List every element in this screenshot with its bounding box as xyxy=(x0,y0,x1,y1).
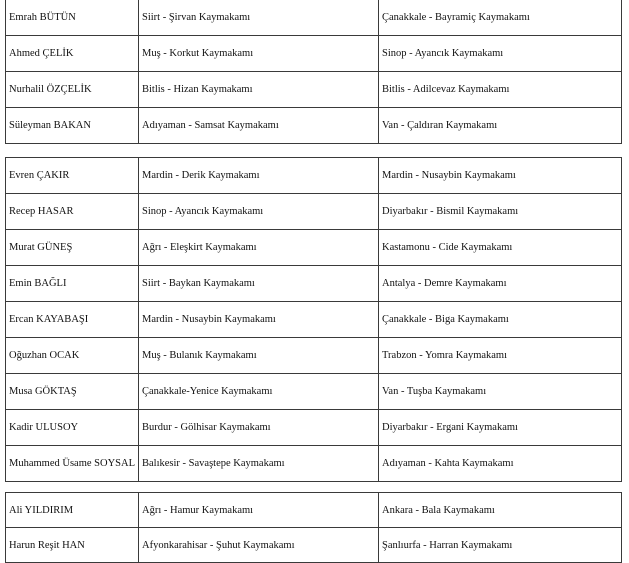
official-name-cell: Emrah BÜTÜN xyxy=(6,0,139,36)
table-row xyxy=(6,410,622,446)
table-row xyxy=(6,72,622,108)
official-name-cell: Kadir ULUSOY xyxy=(6,410,139,446)
appointment-table-block-3 xyxy=(5,492,622,563)
official-name-cell: Ahmed ÇELİK xyxy=(6,36,139,72)
table-row xyxy=(6,194,622,230)
official-name-cell: Oğuzhan OCAK xyxy=(6,338,139,374)
new-post-cell: Diyarbakır - Ergani Kaymakamı xyxy=(379,410,622,446)
table-row xyxy=(6,266,622,302)
current-post-cell: Ağrı - Hamur Kaymakamı xyxy=(139,493,379,528)
new-post-cell: Van - Tuşba Kaymakamı xyxy=(379,374,622,410)
table-row xyxy=(6,338,622,374)
table-row xyxy=(6,0,622,36)
official-name-cell: Harun Reşit HAN xyxy=(6,528,139,563)
new-post-cell: Çanakkale - Biga Kaymakamı xyxy=(379,302,622,338)
official-name-cell: Evren ÇAKIR xyxy=(6,158,139,194)
table-row xyxy=(6,230,622,266)
current-post-cell: Burdur - Gölhisar Kaymakamı xyxy=(139,410,379,446)
new-post-cell: Antalya - Demre Kaymakamı xyxy=(379,266,622,302)
official-name-cell: Murat GÜNEŞ xyxy=(6,230,139,266)
current-post-cell: Muş - Korkut Kaymakamı xyxy=(139,36,379,72)
current-post-cell: Mardin - Nusaybin Kaymakamı xyxy=(139,302,379,338)
current-post-cell: Ağrı - Eleşkirt Kaymakamı xyxy=(139,230,379,266)
table-row xyxy=(6,493,622,528)
table-row xyxy=(6,528,622,563)
new-post-cell: Ankara - Bala Kaymakamı xyxy=(379,493,622,528)
current-post-cell: Afyonkarahisar - Şuhut Kaymakamı xyxy=(139,528,379,563)
table-row xyxy=(6,108,622,144)
new-post-cell: Trabzon - Yomra Kaymakamı xyxy=(379,338,622,374)
current-post-cell: Balıkesir - Savaştepe Kaymakamı xyxy=(139,446,379,482)
current-post-cell: Siirt - Şirvan Kaymakamı xyxy=(139,0,379,36)
official-name-cell: Muhammed Üsame SOYSAL xyxy=(6,446,139,482)
table-row xyxy=(6,374,622,410)
new-post-cell: Kastamonu - Cide Kaymakamı xyxy=(379,230,622,266)
new-post-cell: Çanakkale - Bayramiç Kaymakamı xyxy=(379,0,622,36)
new-post-cell: Adıyaman - Kahta Kaymakamı xyxy=(379,446,622,482)
new-post-cell: Diyarbakır - Bismil Kaymakamı xyxy=(379,194,622,230)
appointment-table-block-2 xyxy=(5,157,622,482)
table-row xyxy=(6,36,622,72)
official-name-cell: Nurhalil ÖZÇELİK xyxy=(6,72,139,108)
official-name-cell: Recep HASAR xyxy=(6,194,139,230)
current-post-cell: Bitlis - Hizan Kaymakamı xyxy=(139,72,379,108)
table-row xyxy=(6,446,622,482)
new-post-cell: Sinop - Ayancık Kaymakamı xyxy=(379,36,622,72)
current-post-cell: Sinop - Ayancık Kaymakamı xyxy=(139,194,379,230)
current-post-cell: Muş - Bulanık Kaymakamı xyxy=(139,338,379,374)
new-post-cell: Mardin - Nusaybin Kaymakamı xyxy=(379,158,622,194)
official-name-cell: Emin BAĞLI xyxy=(6,266,139,302)
table-row xyxy=(6,158,622,194)
appointment-table-block-1 xyxy=(5,0,622,144)
new-post-cell: Van - Çaldıran Kaymakamı xyxy=(379,108,622,144)
official-name-cell: Ali YILDIRIM xyxy=(6,493,139,528)
current-post-cell: Mardin - Derik Kaymakamı xyxy=(139,158,379,194)
official-name-cell: Ercan KAYABAŞI xyxy=(6,302,139,338)
current-post-cell: Çanakkale-Yenice Kaymakamı xyxy=(139,374,379,410)
current-post-cell: Siirt - Baykan Kaymakamı xyxy=(139,266,379,302)
current-post-cell: Adıyaman - Samsat Kaymakamı xyxy=(139,108,379,144)
new-post-cell: Şanlıurfa - Harran Kaymakamı xyxy=(379,528,622,563)
new-post-cell: Bitlis - Adilcevaz Kaymakamı xyxy=(379,72,622,108)
official-name-cell: Musa GÖKTAŞ xyxy=(6,374,139,410)
table-row xyxy=(6,302,622,338)
official-name-cell: Süleyman BAKAN xyxy=(6,108,139,144)
